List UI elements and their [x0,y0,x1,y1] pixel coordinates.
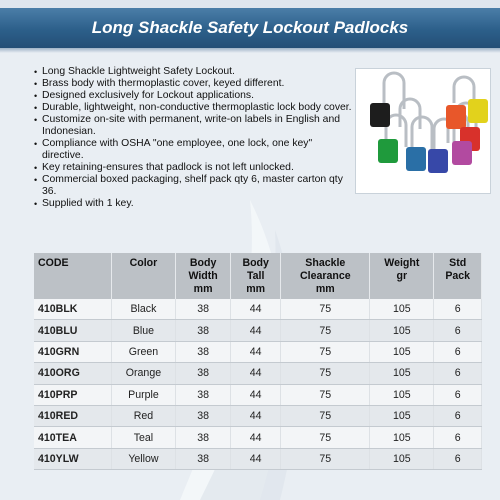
column-header [370,253,434,299]
table-cell: 38 [176,405,231,426]
table-cell: 105 [370,363,434,384]
table-cell: 38 [176,299,231,320]
table-cell: 75 [281,448,370,469]
table-cell: 410BLK [34,299,111,320]
table-cell: 75 [281,341,370,362]
table-cell: Yellow [111,448,175,469]
table-header-row [34,253,482,299]
feature-item: • Supplied with 1 key. [34,198,354,210]
table-cell: 105 [370,405,434,426]
table-cell: 38 [176,427,231,448]
table-cell: Teal [111,427,175,448]
feature-item: • Durable, lightweight, non-conductive thermoplastic lock body cover. [34,102,354,114]
feature-list [34,66,354,210]
table-row [34,320,482,341]
column-header-line: Width [188,270,218,282]
table-row [34,448,482,469]
table-cell: Purple [111,384,175,405]
table-cell: 38 [176,363,231,384]
table-cell: 6 [434,320,482,341]
padlocks-illustration [356,69,490,193]
padlock-body [446,105,466,129]
table-cell: 6 [434,299,482,320]
column-header-line: Body [242,257,269,269]
table-cell: 38 [176,384,231,405]
padlock-body [406,147,426,171]
padlock-body [378,139,398,163]
column-header [434,253,482,299]
table-cell: 410TEA [34,427,111,448]
padlock-body [468,99,488,123]
table-cell: 6 [434,363,482,384]
column-header [111,253,175,299]
column-header-line: mm [193,283,213,295]
table-row [34,341,482,362]
table-cell: Red [111,405,175,426]
table-cell: 38 [176,341,231,362]
table-cell: 75 [281,427,370,448]
column-header-line: mm [246,283,266,295]
column-header-line: Clearance [299,270,351,282]
header-shadow [0,48,500,53]
table-cell: 38 [176,320,231,341]
table-cell: 75 [281,363,370,384]
table-cell: 38 [176,448,231,469]
table-cell: Blue [111,320,175,341]
table-cell: 410RED [34,405,111,426]
feature-item: • Commercial boxed packaging, shelf pack qty 6, master carton qty 36. [34,174,354,198]
table-cell: 44 [231,448,281,469]
table-row [34,405,482,426]
column-header-line: Tall [246,270,265,282]
table-row [34,299,482,320]
table-cell: 44 [231,405,281,426]
table-cell: 75 [281,405,370,426]
table-cell: 105 [370,320,434,341]
table-cell: 410ORG [34,363,111,384]
table-cell: Green [111,341,175,362]
table-cell: 410BLU [34,320,111,341]
table-body [34,299,482,470]
padlock-body [452,141,472,165]
column-header [281,253,370,299]
table-cell: 105 [370,299,434,320]
table-cell: Orange [111,363,175,384]
table-cell: 6 [434,405,482,426]
column-header-line: Std [449,257,467,269]
table-row [34,363,482,384]
column-header-line: CODE [38,257,69,269]
column-header-line: gr [396,270,408,282]
spec-table [34,253,482,470]
column-header-line: Color [129,257,158,269]
table-cell: 44 [231,427,281,448]
table-cell: 410GRN [34,341,111,362]
feature-item: • Designed exclusively for Lockout applications. [34,90,354,102]
table-cell: 6 [434,448,482,469]
feature-item: • Customize on-site with permanent, write-on labels in English and Indonesian. [34,114,354,138]
table-row [34,384,482,405]
column-header-line: mm [315,283,335,295]
table-row [34,427,482,448]
table-cell: 44 [231,363,281,384]
table-cell: 105 [370,384,434,405]
page-title: Long Shackle Safety Lockout Padlocks [91,18,409,37]
table-cell: 105 [370,448,434,469]
column-header-line: Pack [445,270,471,282]
column-header [34,253,111,299]
feature-item: • Long Shackle Lightweight Safety Lockout. [34,66,354,78]
feature-item: • Brass body with thermoplastic cover, keyed different. [34,78,354,90]
table-cell: 75 [281,299,370,320]
table-cell: 44 [231,384,281,405]
table-cell: 105 [370,341,434,362]
table-cell: 6 [434,341,482,362]
padlock-body [370,103,390,127]
table-cell: 44 [231,299,281,320]
table-cell: 410PRP [34,384,111,405]
padlock-body [428,149,448,173]
column-header-line: Weight [384,257,420,269]
table-cell: 410YLW [34,448,111,469]
column-header [231,253,281,299]
header [0,0,500,48]
column-header-line: Shackle [305,257,346,269]
table-cell: 105 [370,427,434,448]
table-cell: 6 [434,384,482,405]
spec-table-container [34,253,482,470]
table-cell: 44 [231,341,281,362]
feature-item: • Key retaining-ensures that padlock is not left unlocked. [34,162,354,174]
column-header [176,253,231,299]
table-cell: 44 [231,320,281,341]
column-header-line: Body [189,257,217,269]
table-cell: 75 [281,320,370,341]
table-cell: 75 [281,384,370,405]
product-photo [355,68,491,194]
table-cell: 6 [434,427,482,448]
table-cell: Black [111,299,175,320]
feature-item: • Compliance with OSHA "one employee, one lock, one key" directive. [34,138,354,162]
